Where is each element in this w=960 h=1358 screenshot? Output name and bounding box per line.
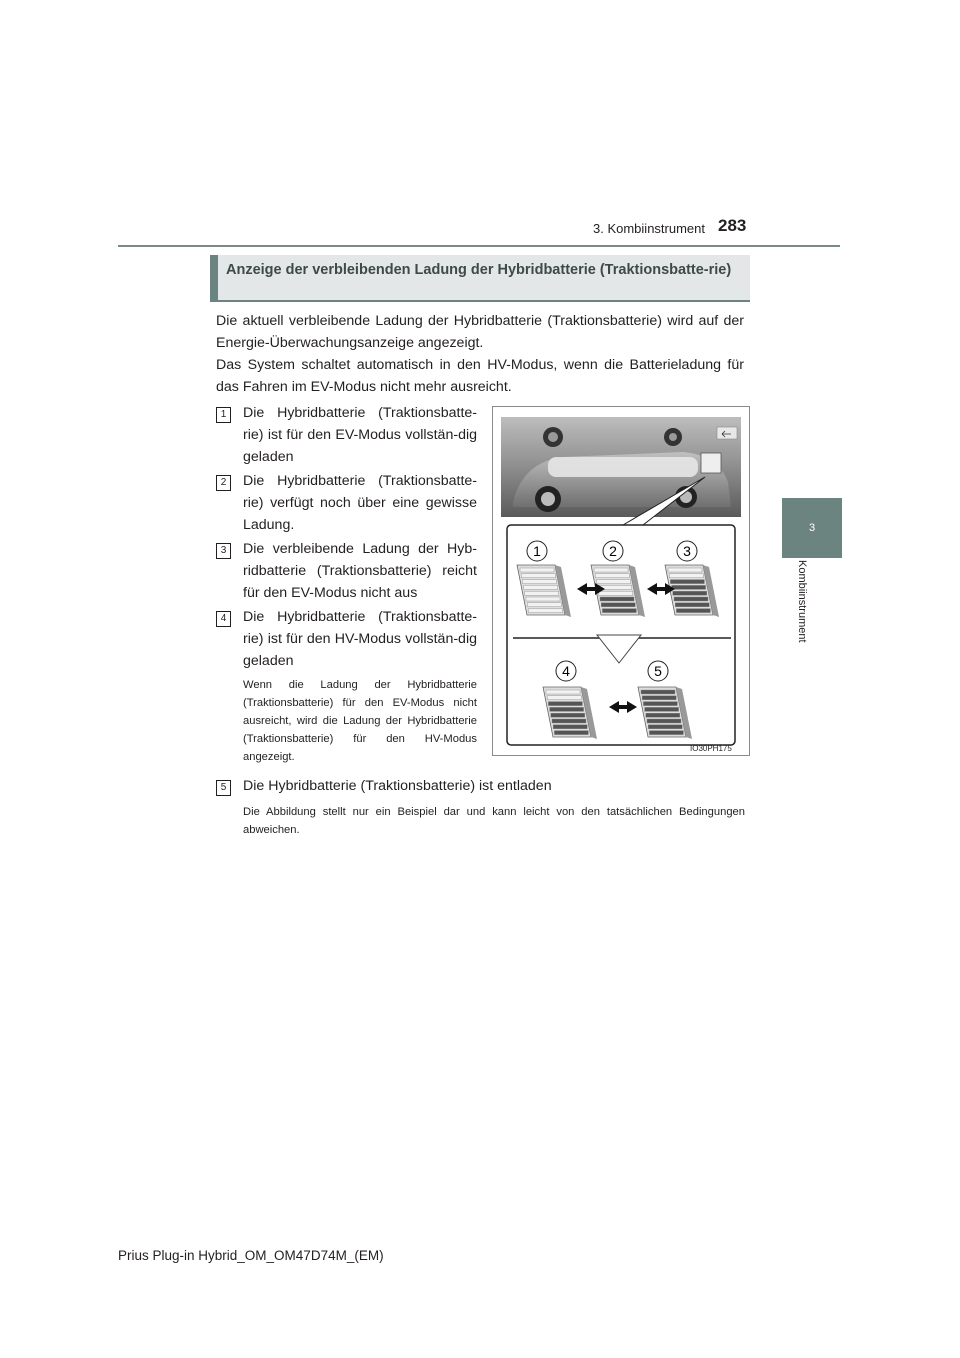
item-number-badge: 2: [216, 475, 231, 491]
intro-paragraph: Die aktuell verbleibende Ladung der Hybridbatterie (Traktionsbatterie) wird auf der Energie-Überwachungsanzeige angezeigt.: [216, 313, 744, 351]
item-text: Die Hybridbatterie (Traktionsbatte-rie) ist für den HV-Modus vollstän-dig geladen: [243, 609, 477, 669]
side-tab-label: [796, 560, 810, 680]
callout-number: [648, 661, 668, 681]
svg-text:2: 2: [609, 543, 617, 559]
return-icon: [717, 427, 737, 439]
item-note: Die Abbildung stellt nur ein Beispiel dar und kann leicht von den tatsächlichen Bedingungen abweichen.: [243, 806, 745, 836]
callout-number: [677, 541, 697, 561]
intro-paragraph: Das System schaltet automatisch in den HV-Modus, wenn die Batterieladung für das Fahren im EV-Modus nicht mehr ausreicht.: [216, 357, 744, 395]
item-text: Die Hybridbatterie (Traktionsbatte-rie) verfügt noch über eine gewisse Ladung.: [243, 473, 477, 533]
item-number-badge: 1: [216, 407, 231, 423]
callout-number: [556, 661, 576, 681]
battery-gauge-icon: [701, 453, 721, 473]
svg-text:4: 4: [562, 663, 570, 679]
side-tab-chapter-number: 3: [782, 498, 842, 558]
footer-document-id: Prius Plug-in Hybrid_OM_OM47D74M_(EM): [118, 1248, 384, 1263]
item-text: Die verbleibende Ladung der Hyb-ridbatterie (Traktionsbatterie) reicht für den EV-Modus nicht aus: [243, 541, 477, 601]
item-note: Wenn die Ladung der Hybridbatterie (Traktionsbatterie) für den EV-Modus nicht ausreicht, wird die Ladung der Hybridbatterie (Traktionsbatterie) für den HV-Modus angezeigt.: [243, 679, 477, 763]
item-text: Die Hybridbatterie (Traktionsbatterie) ist entladen: [243, 778, 552, 794]
item-number-badge: 5: [216, 780, 231, 796]
side-tab-label-text: Kombiinstrument: [796, 560, 808, 643]
callout-number: [527, 541, 547, 561]
item-text: Die Hybridbatterie (Traktionsbatte-rie) ist für den EV-Modus vollstän-dig geladen: [243, 405, 477, 465]
battery-illustration-svg: [493, 407, 749, 755]
battery-pack: [548, 457, 698, 477]
item-number-badge: 3: [216, 543, 231, 559]
callout-number: [603, 541, 623, 561]
battery-illustration: [492, 406, 750, 756]
svg-text:5: 5: [654, 663, 662, 679]
item-number-badge: 4: [216, 611, 231, 627]
section-heading: Anzeige der verbleibenden Ladung der Hybridbatterie (Traktionsbatte-rie): [210, 255, 750, 302]
svg-text:1: 1: [533, 543, 541, 559]
svg-text:3: 3: [683, 543, 691, 559]
chapter-title: 3. Kombiinstrument: [593, 221, 705, 236]
figure-code: IO30PH175: [690, 744, 732, 753]
page-number: 283: [718, 216, 747, 235]
header-rule: [118, 245, 840, 247]
